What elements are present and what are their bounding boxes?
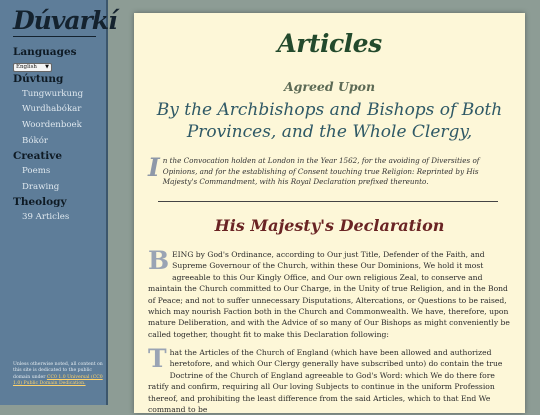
footer-text: Unless otherwise noted, all content on this site is dedicated to the public domain under [13,362,103,380]
heading-line-2: Provinces, and the Whole Clergy, [186,122,473,142]
languages-heading: Languages [13,46,77,58]
sidebar [0,0,117,405]
nav-item-bokor[interactable]: Bókór [22,136,48,146]
intro-text: n the Convocation holden at London in the Year 1562, for the avoiding of Diversities of Opinions, and for the establishing of Consent touching true Religion: Reprinted by His Majesty's Commandment, with his Royal Declaration prefixed thereunto. [162,156,480,186]
section-creative[interactable]: Creative [13,150,62,162]
para2-text: hat the Articles of the Church of England (which have been allowed and authorized heretofore, and which Our Clergy generally have subscribed unto) do contain the true Doctrine of the Church of England agreeable to God's Word: which We do there fore ratify and confirm, requiring all Our loving Subjects to continue in the uniform Profession thereof, and prohibiting the least difference from the said Articles, which to that End We command to be [148,348,503,415]
nav-item-wurdhabokar[interactable]: Wurdhabókar [22,104,82,114]
site-logo[interactable]: Dúvarkí [13,6,117,35]
declaration-paragraph-1 [148,246,512,340]
heading-line-1: By the Archbishops and Bishops of Both [156,100,503,120]
para1-text: EING by God's Ordinance, according to Our just Title, Defender of the Faith, and Supreme Governour of the Church, within these Our Dominions, We hold it most agreeable to this Our Kingly Office, and Our own religious Zeal, to conserve and maintain the Church committed to Our Charge, in the Unity of true Religion, and in the Bond of Peace; and not to suffer unnecessary Disputations, Altercations, or Questions to be raised, which may nourish Faction both in the Church and Commonwealth. We have, therefore, upon mature Deliberation, and with the Advice of so many of Our Bishops as might conveniently be called together, thought fit to make this Declaration following: [148,250,510,339]
nav-item-woordenboek[interactable]: Woordenboek [22,120,82,130]
declaration-heading: His Majesty's Declaration [214,216,445,235]
intro-paragraph [148,153,510,188]
declaration-paragraph-2 [148,344,512,415]
language-select-value: English [16,64,37,70]
license-footer [13,362,103,387]
page-subtitle: Agreed Upon [283,79,376,94]
intro-initial: I [148,153,160,182]
page-title: Articles [277,29,382,58]
nav-item-tungwurkung[interactable]: Tungwurkung [22,89,84,99]
section-duvtung[interactable]: Dúvtung [13,73,64,85]
logo-underline [13,36,96,37]
nav-item-poems[interactable]: Poems [22,166,51,176]
para2-initial: T [148,344,167,373]
para1-initial: B [148,246,170,275]
language-select[interactable] [13,63,52,72]
section-theology[interactable]: Theology [13,196,67,208]
article-page [134,13,525,413]
license-link[interactable]: CC0 1.0 Universal (CC0 1.0) Public Domain Dedication. [13,374,103,386]
chevron-down-icon: ▼ [45,64,49,70]
section-divider [158,201,498,202]
nav-item-39-articles[interactable]: 39 Articles [22,212,70,222]
nav-item-drawing[interactable]: Drawing [22,182,60,192]
